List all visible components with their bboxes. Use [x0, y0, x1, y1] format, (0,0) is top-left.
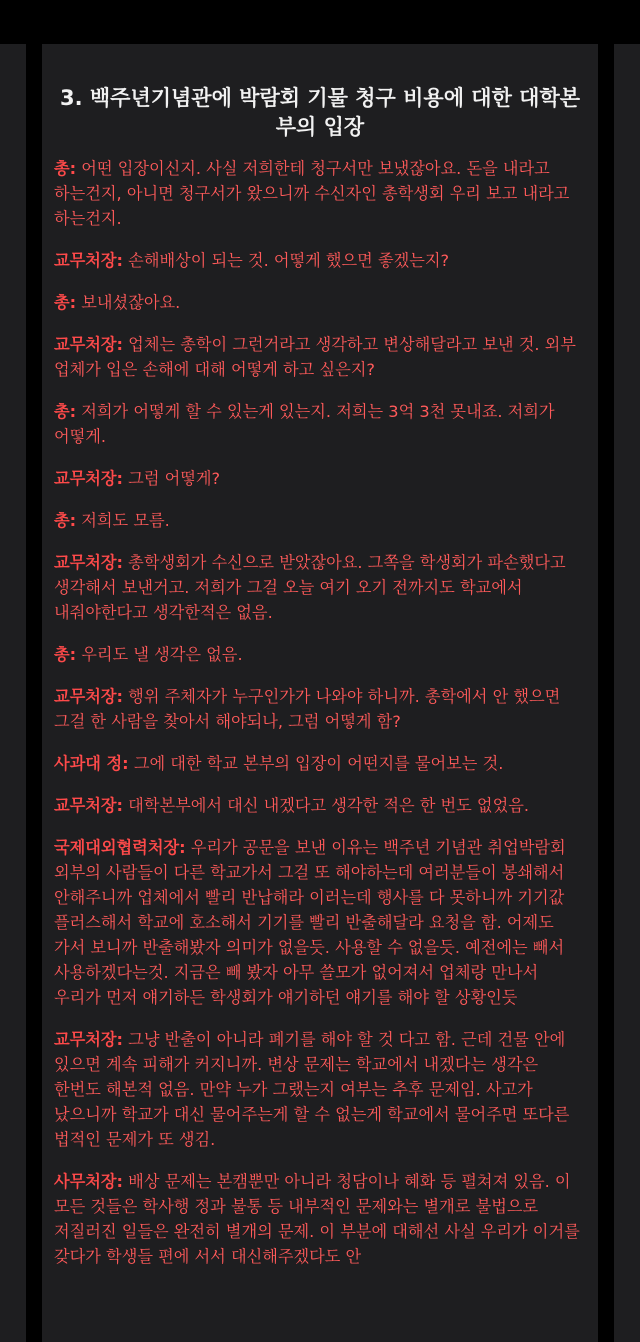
speaker-label: 교무처장:	[54, 553, 124, 572]
dialogue-entry	[54, 466, 586, 491]
speaker-label: 교무처장:	[54, 335, 124, 354]
statement-text: 저희도 모름.	[76, 511, 170, 530]
article-card	[42, 44, 598, 1342]
statement-text: 손해배상이 되는 것. 어떻게 했으면 좋겠는지?	[123, 251, 450, 270]
previous-card-edge[interactable]	[0, 44, 26, 1342]
statement-text: 저희가 어떻게 할 수 있는게 있는지. 저희는 3억 3천 못내죠. 저희가 어떻게.	[54, 402, 555, 446]
statement-text: 그에 대한 학교 본부의 입장이 어떤지를 물어보는 것.	[128, 754, 504, 773]
statement-text: 우리가 공문을 보낸 이유는 백주년 기념관 취업박람회 외부의 사람들이 다른 학교가서 그걸 또 해야하는데 여러분들이 봉쇄해서 안해주니까 업체에서 빨리 반납해라 이러는데 행사를 다 못하니까 기기값 플러스해서 학교에 호소해서 기기를 빨리 반출해달라 요청을 함. 어제도 가서 보니까 반출해봤자 의미가 없을듯. 사용할 수 없을듯. 예전에는 빼서 사용하겠다는것. 지금은 빼 봤자 아무 쓸모가 없어져서 업체랑 만나서 우리가 먼저 얘기하든 학생회가 얘기하던 얘기를 해야 할 상황인듯	[54, 838, 566, 1007]
speaker-label: 교무처장:	[54, 469, 124, 488]
dialogue-entry	[54, 290, 586, 315]
speaker-label: 사과대 정:	[54, 754, 129, 773]
dialogue-entry	[54, 399, 586, 449]
statement-text: 행위 주체자가 누구인가가 나와야 하니까. 총학에서 안 했으면 그걸 한 사람을 찾아서 해야되나, 그럼 어떻게 함?	[54, 687, 561, 731]
statement-text: 업체는 총학이 그런거라고 생각하고 변상해달라고 보낸 것. 외부 업체가 입은 손해에 대해 어떻게 하고 싶은지?	[54, 335, 576, 379]
speaker-label: 교무처장:	[54, 251, 124, 270]
statement-text: 배상 문제는 본캠뿐만 아니라 청담이나 혜화 등 펼쳐져 있음. 이 모든 것들은 학사행 정과 불통 등 내부적인 문제와는 별개로 불법으로 저질러진 일들은 완전히 별개의 문제. 이 부분에 대해선 사실 우리가 이거를 갖다가 학생들 편에 서서 대신해주겠다도 안	[54, 1172, 580, 1266]
speaker-label: 총:	[54, 159, 77, 178]
speaker-label: 사무처장:	[54, 1172, 124, 1191]
speaker-label: 교무처장:	[54, 796, 124, 815]
dialogue-entry	[54, 793, 586, 818]
dialogue-list	[42, 156, 598, 1269]
statement-text: 보내셨잖아요.	[76, 293, 181, 312]
statement-text: 우리도 낼 생각은 없음.	[76, 645, 243, 664]
statement-text: 그냥 반출이 아니라 폐기를 해야 할 것 다고 함. 근데 건물 안에 있으면 계속 피해가 커지니까. 변상 문제는 학교에서 내겠다는 생각은 한번도 해본적 없음. 만약 누가 그랬는지 여부는 추후 문제임. 사고가 났으니까 학교가 대신 물어주는게 할 수 없는게 학교에서 물어주면 또다른 법적인 문제가 또 생김.	[54, 1030, 570, 1149]
next-card-edge[interactable]	[614, 44, 640, 1342]
dialogue-entry	[54, 1169, 586, 1269]
speaker-label: 교무처장:	[54, 1030, 124, 1049]
article-title: 3. 백주년기념관에 박람회 기물 청구 비용에 대한 대학본부의 입장	[59, 86, 581, 139]
speaker-label: 교무처장:	[54, 687, 124, 706]
statement-text: 어떤 입장이신지. 사실 저희한테 청구서만 보냈잖아요. 돈을 내라고 하는건지, 아니면 청구서가 왔으니까 수신자인 총학생회 우리 보고 내라고 하는건지.	[54, 159, 570, 228]
dialogue-entry	[54, 684, 586, 734]
dialogue-entry	[54, 1027, 586, 1152]
dialogue-entry	[54, 642, 586, 667]
dialogue-entry	[54, 508, 586, 533]
speaker-label: 국제대외협력처장:	[54, 838, 186, 857]
dialogue-entry	[54, 751, 586, 776]
dialogue-entry	[54, 550, 586, 625]
speaker-label: 총:	[54, 645, 77, 664]
speaker-label: 총:	[54, 402, 77, 421]
speaker-label: 총:	[54, 511, 77, 530]
dialogue-entry	[54, 332, 586, 382]
statement-text: 총학생회가 수신으로 받았잖아요. 그쪽을 학생회가 파손했다고 생각해서 보낸거고. 저희가 그걸 오늘 여기 오기 전까지도 학교에서 내줘야한다고 생각한적은 없음.	[54, 553, 566, 622]
statement-text: 대학본부에서 대신 내겠다고 생각한 적은 한 번도 없었음.	[123, 796, 529, 815]
dialogue-entry	[54, 835, 586, 1010]
dialogue-entry	[54, 248, 586, 273]
statement-text: 그럼 어떻게?	[123, 469, 221, 488]
dialogue-entry	[54, 156, 586, 231]
speaker-label: 총:	[54, 293, 77, 312]
